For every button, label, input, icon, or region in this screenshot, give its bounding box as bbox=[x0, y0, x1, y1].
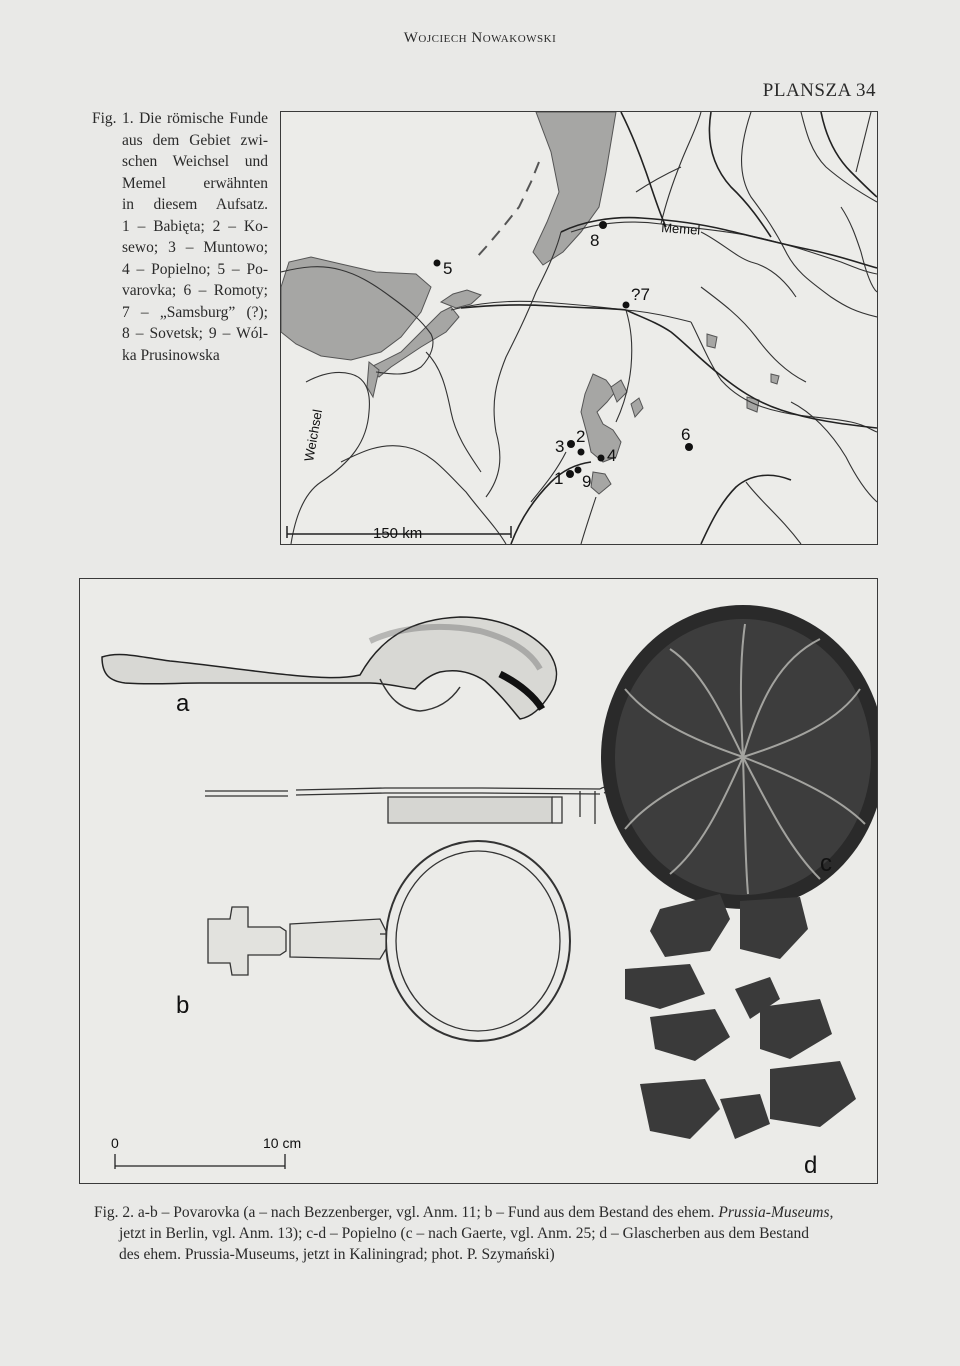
river-label-memel: Memel bbox=[660, 220, 701, 238]
site-label-8: 8 bbox=[590, 231, 600, 250]
site-marker-4 bbox=[598, 455, 605, 462]
author-name: Wojciech Nowakowski bbox=[403, 30, 557, 46]
fig2-label-d: d bbox=[804, 1152, 818, 1179]
fig1-caption-line: sewo; 3 – Muntowo; bbox=[122, 239, 268, 256]
fig1-caption-line: aus dem Gebiet zwi- bbox=[122, 131, 268, 149]
fig2-drawing bbox=[80, 579, 877, 1183]
fig1-caption-line: ka Prusinowska bbox=[122, 346, 220, 364]
running-header bbox=[0, 30, 960, 47]
fig1-caption-line: 7 – „Samsburg” (?); bbox=[122, 303, 268, 321]
lake-shape bbox=[771, 374, 779, 384]
object-d-glass-fragments bbox=[625, 894, 856, 1139]
lake-shape bbox=[631, 398, 643, 417]
fig1-caption-line: Fig. 1. Die römische Funde bbox=[92, 110, 268, 127]
fig2-plate bbox=[79, 578, 878, 1184]
site-label-9: 9 bbox=[582, 472, 592, 491]
scale-label: 150 km bbox=[373, 525, 423, 542]
fig2-caption-text: Fig. 2. a-b – Povarovka (a – nach Bezzenberger, vgl. Anm. 11; b – Fund aus dem Bestand des ehem. bbox=[94, 1204, 715, 1221]
scale-label-zero: 0 bbox=[111, 1135, 119, 1151]
fig2-caption-line-1 bbox=[94, 1202, 879, 1223]
site-label-3: 3 bbox=[555, 437, 565, 456]
fig1-caption-line: 4 – Popielno; 5 – Po- bbox=[122, 260, 268, 278]
fig1-caption bbox=[92, 108, 268, 366]
site-marker-8 bbox=[599, 221, 607, 229]
site-label-6: 6 bbox=[681, 425, 691, 444]
site-marker-1 bbox=[566, 470, 574, 478]
fig1-caption-line: in diesem Aufsatz. bbox=[122, 196, 268, 213]
object-b-ring bbox=[208, 841, 570, 1041]
fig2-caption-line-3: des ehem. Prussia-Museums, jetzt in Kaliningrad; phot. P. Szymański) bbox=[119, 1246, 555, 1263]
fig1-caption-line: 1 – Babięta; 2 – Ko- bbox=[122, 217, 268, 235]
site-marker-5 bbox=[434, 260, 441, 267]
site-marker-3 bbox=[567, 440, 575, 448]
fig1-caption-line: schen Weichsel und bbox=[122, 153, 268, 170]
object-b-profile bbox=[205, 787, 607, 824]
river-label-weichsel: Weichsel bbox=[301, 408, 326, 463]
site-marker-2 bbox=[578, 449, 585, 456]
fig2-caption-line-2: jetzt in Berlin, vgl. Anm. 13); c-d – Popielno (c – nach Gaerte, vgl. Anm. 25; d – Glascherben aus dem Bestand bbox=[119, 1225, 810, 1242]
fig2-label-a: a bbox=[176, 690, 190, 717]
fig2-scale-bar bbox=[115, 1154, 285, 1169]
scale-label-ten: 10 cm bbox=[263, 1135, 302, 1151]
site-label-1: 1 bbox=[554, 469, 564, 488]
fig1-map bbox=[280, 111, 878, 545]
fig1-caption-line: Memel erwähnten bbox=[122, 174, 268, 192]
site-label-7: ?7 bbox=[631, 285, 650, 304]
fig2-label-b: b bbox=[176, 992, 190, 1019]
borders bbox=[461, 112, 877, 544]
curonian-spit-strip bbox=[477, 162, 539, 257]
object-c-glass-bowl bbox=[601, 605, 877, 909]
site-marker-9 bbox=[575, 467, 582, 474]
site-marker-7 bbox=[623, 302, 630, 309]
object-a-spoon bbox=[102, 617, 557, 719]
curonian-lagoon bbox=[533, 112, 616, 265]
lake-shape bbox=[707, 334, 717, 348]
fig1-caption-line: 8 – Sovetsk; 9 – Wól- bbox=[122, 325, 268, 342]
fig2-caption-italic: Prussia-Museums, bbox=[718, 1204, 834, 1221]
fig1-caption-line: varovka; 6 – Romoty; bbox=[122, 282, 268, 299]
fig2-label-c: c bbox=[820, 850, 832, 877]
fig2-caption bbox=[94, 1202, 879, 1265]
map-drawing bbox=[281, 112, 877, 544]
site-label-5: 5 bbox=[443, 259, 453, 278]
site-marker-6 bbox=[685, 443, 693, 451]
plate-label: PLANSZA 34 bbox=[762, 80, 876, 101]
site-label-4: 4 bbox=[607, 446, 617, 465]
lake-shape bbox=[591, 472, 611, 494]
site-label-2: 2 bbox=[576, 427, 586, 446]
